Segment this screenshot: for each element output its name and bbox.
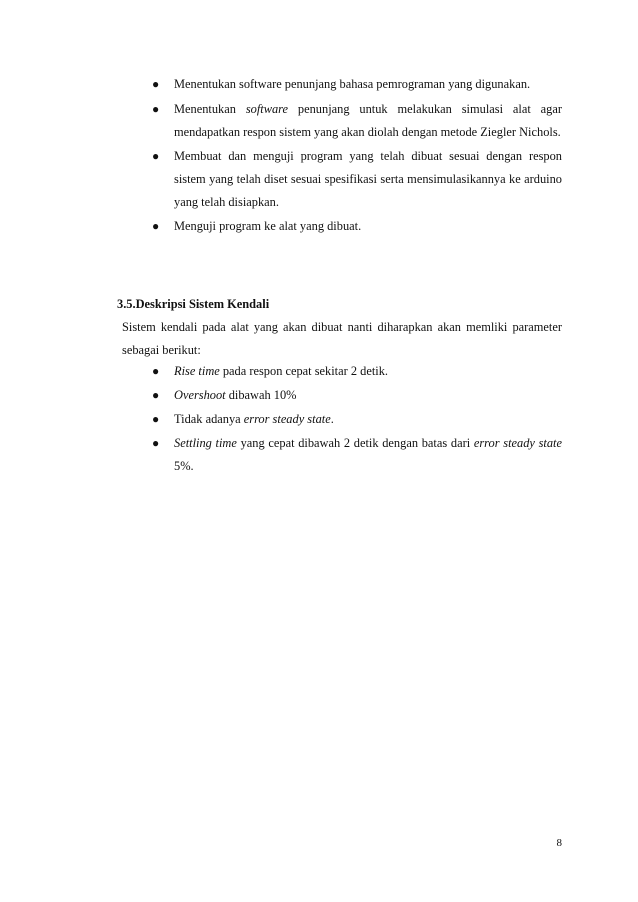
task-list bbox=[150, 73, 562, 239]
bullet-icon: ● bbox=[152, 219, 160, 233]
list-item-text: Menentukan software penunjang bahasa pemrograman yang digunakan. bbox=[174, 77, 531, 91]
list-item-text: Tidak adanya bbox=[174, 412, 244, 426]
bullet-icon: ● bbox=[152, 436, 160, 450]
list-item-text: Membuat dan menguji program yang telah dibuat sesuai dengan respon sistem yang telah diset sesuai spesifikasi serta mensimulasikannya ke arduino yang telah disiapkan. bbox=[174, 149, 562, 209]
bullet-icon: ● bbox=[152, 364, 160, 378]
list-item bbox=[150, 432, 562, 478]
list-item bbox=[150, 360, 562, 383]
bullet-icon: ● bbox=[152, 412, 160, 426]
list-item-emphasis: software bbox=[245, 102, 289, 116]
page-number: 8 bbox=[556, 837, 562, 849]
list-item-emphasis: error steady state bbox=[473, 436, 562, 450]
list-item-emphasis: Overshoot bbox=[174, 388, 226, 402]
list-item-text: penunjang untuk melakukan simulasi alat agar mendapatkan respon sistem yang akan diolah dengan metode Ziegler Nichols. bbox=[174, 102, 562, 139]
list-item-emphasis: error steady state bbox=[243, 412, 331, 426]
bullet-icon: ● bbox=[152, 388, 160, 402]
parameter-list bbox=[150, 360, 562, 479]
list-item bbox=[150, 215, 562, 238]
list-item-text: . bbox=[330, 412, 334, 426]
bullet-icon: ● bbox=[152, 149, 160, 163]
list-item bbox=[150, 145, 562, 214]
list-item-emphasis: Settling time bbox=[174, 436, 237, 450]
section-heading: 3.5.Deskripsi Sistem Kendali bbox=[117, 297, 270, 311]
list-item bbox=[150, 73, 562, 96]
list-item-text: 5%. bbox=[174, 459, 194, 473]
list-item-text: Menentukan bbox=[174, 102, 246, 116]
list-item bbox=[150, 384, 562, 407]
section-paragraph: Sistem kendali pada alat yang akan dibuat nanti diharapkan akan memliki parameter sebagai berikut: bbox=[122, 320, 562, 357]
list-item bbox=[150, 408, 562, 431]
list-item bbox=[150, 98, 562, 144]
bullet-icon: ● bbox=[152, 102, 160, 116]
list-item-text: pada respon cepat sekitar 2 detik. bbox=[219, 364, 389, 378]
list-item-text: Menguji program ke alat yang dibuat. bbox=[174, 219, 362, 233]
list-item-text: dibawah 10% bbox=[225, 388, 297, 402]
bullet-icon: ● bbox=[152, 77, 160, 91]
list-item-text: yang cepat dibawah 2 detik dengan batas dari bbox=[236, 436, 474, 450]
list-item-emphasis: Rise time bbox=[174, 364, 220, 378]
